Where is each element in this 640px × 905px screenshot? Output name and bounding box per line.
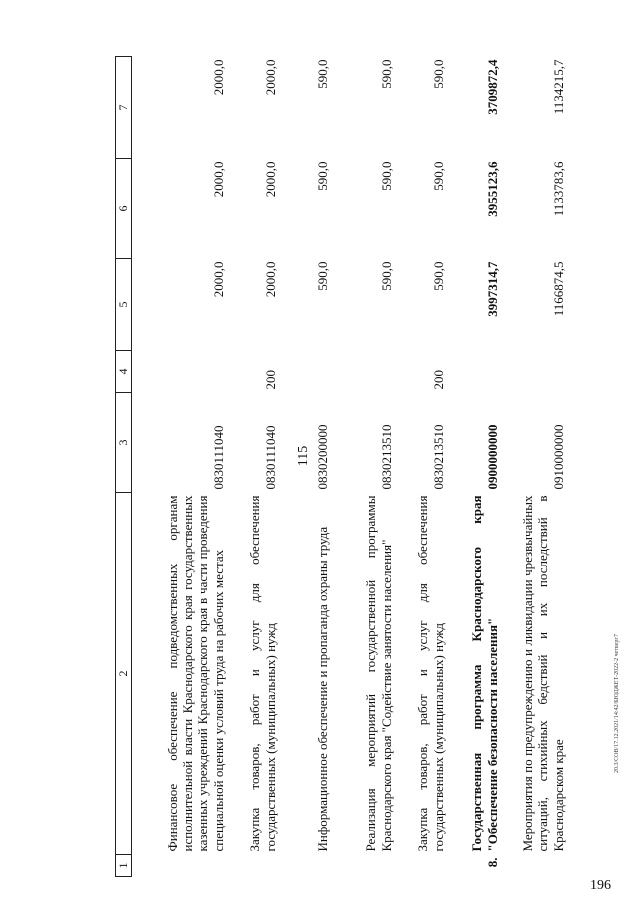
row-number [280, 855, 332, 877]
value-2023: 1133783,6 [550, 161, 566, 217]
expense-type: 200 [262, 370, 278, 390]
expense-type [132, 351, 229, 393]
target-code: 0910000000 [550, 424, 566, 490]
value-2024: 590,0 [378, 59, 394, 89]
value-2022: 2000,0 [262, 261, 278, 298]
value-2023: 590,0 [314, 161, 330, 191]
column-header-1: 1 [116, 855, 132, 877]
budget-table-rotated [115, 57, 597, 877]
value-2023: 3955123,6 [484, 161, 500, 217]
value-2022: 590,0 [430, 261, 446, 291]
value-2022: 590,0 [378, 261, 394, 291]
table-row [228, 57, 280, 877]
row-number [502, 855, 568, 877]
expense-type: 200 [430, 370, 446, 390]
target-code: 0900000000 [484, 424, 500, 490]
table-header-row [116, 57, 132, 877]
page-number-bottom: 196 [590, 878, 611, 893]
value-2023: 2000,0 [262, 161, 278, 198]
table-row [132, 57, 229, 877]
row-name: Реализация мероприятий государственной программы Краснодарского края "Содействие занятости населения" [363, 495, 394, 852]
table-row [502, 57, 568, 877]
page-number-top: 115 [296, 445, 312, 467]
row-number [396, 855, 448, 877]
value-2023: 2000,0 [210, 161, 226, 198]
column-header-6: 6 [116, 159, 132, 259]
row-number [132, 855, 229, 877]
value-2023: 590,0 [430, 161, 446, 191]
value-2024: 2000,0 [262, 59, 278, 96]
value-2022: 1166874,5 [550, 261, 566, 317]
column-header-2: 2 [116, 493, 132, 855]
value-2024: 2000,0 [210, 59, 226, 96]
row-number [332, 855, 396, 877]
row-name: Финансовое обеспечение подведомственных органам исполнительной власти Краснодарского края государственных казенных учреждений Краснодарского края в части проведения специальной оценки условий труда на рабочих местах [164, 495, 226, 852]
target-code: 0830213510 [378, 424, 394, 490]
row-name: Государственная программа Краснодарского края "Обеспечение безопасности населения" [469, 495, 500, 852]
row-number: 8. [484, 857, 500, 868]
value-2023: 590,0 [378, 161, 394, 191]
value-2024: 1134215,7 [550, 59, 566, 115]
table-row [280, 57, 332, 877]
budget-table [115, 56, 568, 877]
document-code: 20.3/СОВ/17.12.2021/14:42/БЮДЖЕТ-2022-2 четверг7 [614, 634, 620, 773]
column-header-3: 3 [116, 393, 132, 493]
column-header-5: 5 [116, 259, 132, 351]
table-row-program [448, 57, 502, 877]
value-2024: 590,0 [430, 59, 446, 89]
value-2022: 3997314,7 [484, 261, 500, 317]
column-header-7: 7 [116, 57, 132, 159]
table-row [332, 57, 396, 877]
target-code: 0830213510 [430, 424, 446, 490]
target-code: 0830111040 [262, 425, 278, 490]
row-number [228, 855, 280, 877]
row-name: Информационное обеспечение и пропаганда охраны труда [314, 526, 330, 852]
value-2024: 590,0 [314, 59, 330, 89]
expense-type [280, 351, 332, 393]
expense-type [448, 351, 502, 393]
row-name: Закупка товаров, работ и услуг для обеспечения государственных (муниципальных) нужд [247, 495, 278, 852]
expense-type [502, 351, 568, 393]
column-header-4: 4 [116, 351, 132, 393]
row-name: Мероприятия по предупреждению и ликвидации чрезвычайных ситуаций, стихийных бедствий и их последствий в Краснодарском крае [520, 495, 566, 852]
expense-type [332, 351, 396, 393]
value-2022: 2000,0 [210, 261, 226, 298]
value-2022: 590,0 [314, 261, 330, 291]
table-row [396, 57, 448, 877]
target-code: 0830111040 [210, 425, 226, 490]
value-2024: 3709872,4 [484, 59, 500, 115]
row-name: Закупка товаров, работ и услуг для обеспечения государственных (муниципальных) нужд [415, 495, 446, 852]
target-code: 0830200000 [314, 424, 330, 490]
